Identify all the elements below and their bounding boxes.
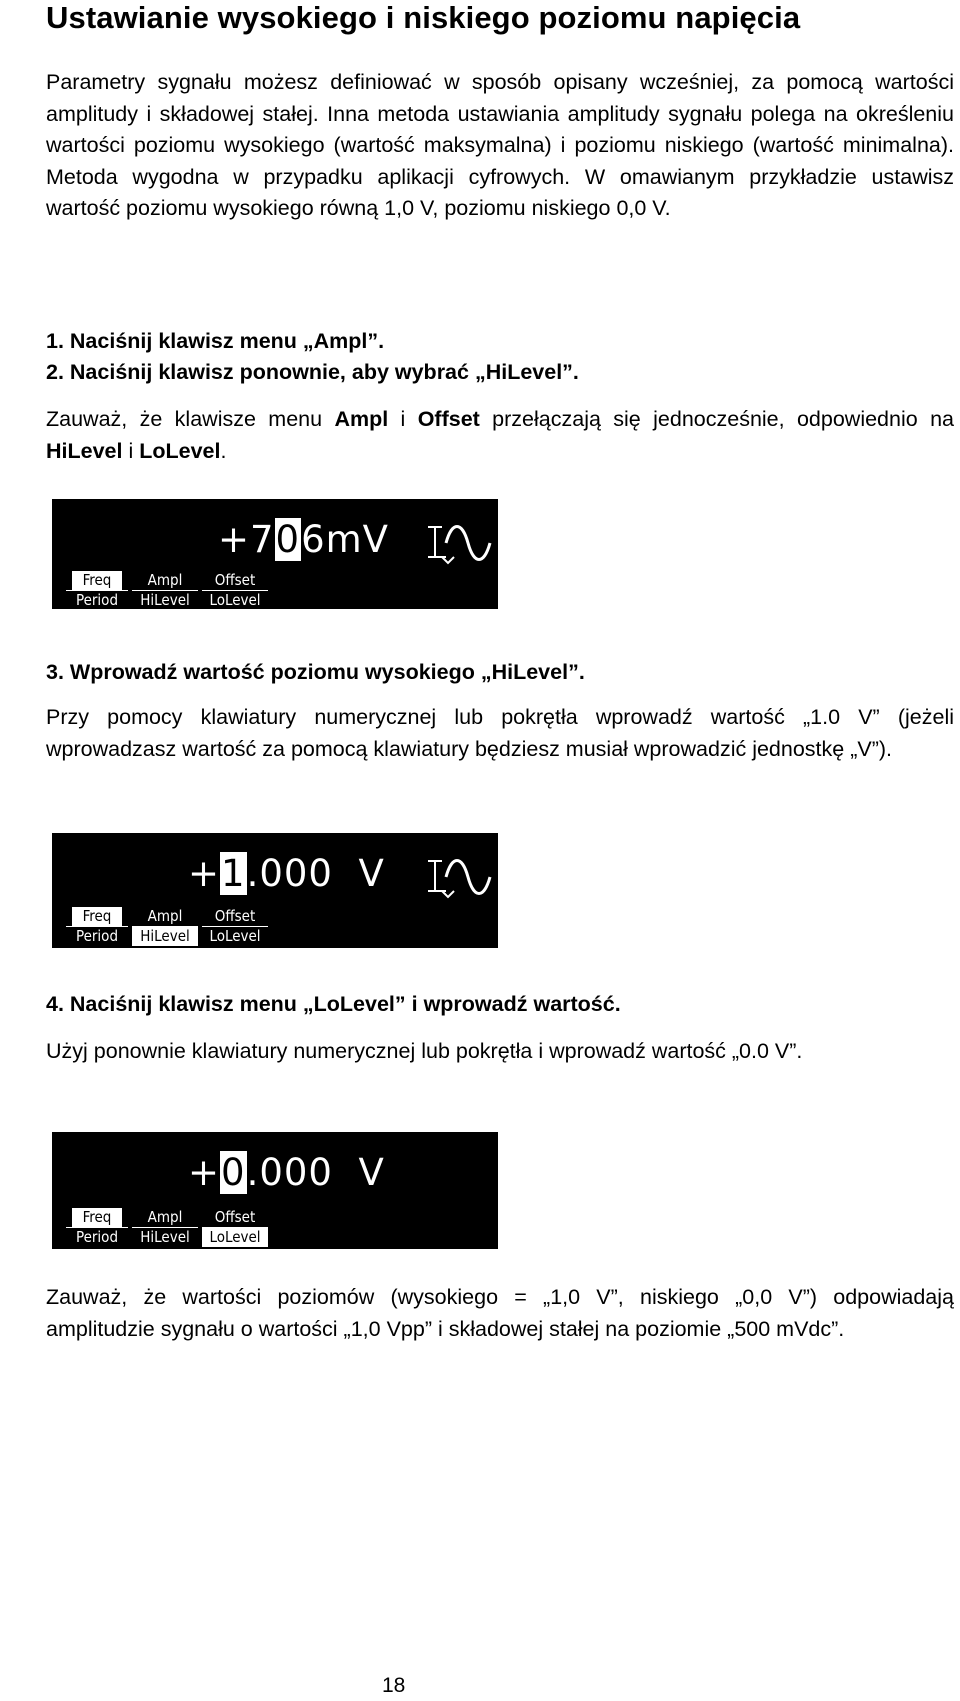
softkey-ampl[interactable]: Ampl HiLevel — [132, 1208, 198, 1247]
note-ampl: Ampl — [334, 407, 389, 431]
step-4: 4. Naciśnij klawisz menu „LoLevel” i wprowadź wartość. — [46, 992, 621, 1016]
lcd-display-2 — [52, 833, 498, 948]
sine-wave-icon — [424, 855, 494, 899]
summary-paragraph: Zauważ, że wartości poziomów (wysokiego = „1,0 V”, niskiego „0,0 V”) odpowiadają amplitudzie sygnału o wartości „1,0 Vpp” i składowej stałej na poziomie „500 mVdc”. — [46, 1285, 954, 1341]
intro-paragraph: Parametry sygnału możesz definiować w sposób opisany wcześniej, za pomocą wartości amplitudy i składowej stałej. Inna metoda ustawiania amplitudy sygnału polega na określeniu wartości poziomu wysokiego (wartość maksymalna) i poziomu niskiego (wartość minimalna). Metoda wygodna w przypadku aplikacji cyfrowych. W omawianym przykładzie ustawisz wartość poziomu wysokiego równą 1,0 V, poziomu niskiego 0,0 V. — [46, 70, 954, 220]
softkey-offset[interactable]: Offset LoLevel — [202, 1208, 268, 1247]
note-menu-keys — [46, 404, 954, 467]
softkey-freq[interactable]: Freq Period — [66, 1208, 128, 1247]
display-value: +1.000 V — [188, 852, 385, 895]
note-text: przełączają się jednocześnie, odpowiednio na — [479, 407, 954, 431]
softkey-offset[interactable]: Offset LoLevel — [202, 907, 268, 946]
step-3: 3. Wprowadź wartość poziomu wysokiego „HiLevel”. — [46, 660, 585, 684]
note-hilevel: HiLevel — [46, 438, 123, 463]
page-title: Ustawianie wysokiego i niskiego poziomu napięcia — [46, 0, 801, 35]
note-text: i — [388, 407, 418, 431]
step-2: 2. Naciśnij klawisz ponownie, aby wybrać „HiLevel”. — [46, 360, 579, 384]
page-number: 18 — [382, 1674, 406, 1697]
note-text: Zauważ, że klawisze menu — [46, 407, 335, 431]
display-value: +0.000 V — [188, 1151, 385, 1194]
step-3-paragraph: Przy pomocy klawiatury numerycznej lub pokrętła wprowadź wartość „1.0 V” (jeżeli wprowadzasz wartość za pomocą klawiatury będziesz musiał wprowadzić jednostkę „V”). — [46, 705, 954, 761]
step-1: 1. Naciśnij klawisz menu „Ampl”. — [46, 329, 385, 353]
step-4-paragraph: Użyj ponownie klawiatury numerycznej lub pokrętła i wprowadź wartość „0.0 V”. — [46, 1039, 803, 1063]
softkey-offset[interactable]: Offset LoLevel — [202, 571, 268, 609]
note-lolevel: LoLevel — [139, 438, 221, 463]
softkey-ampl[interactable]: Ampl HiLevel — [132, 907, 198, 946]
softkey-freq[interactable]: Freq Period — [66, 571, 128, 609]
note-offset: Offset — [417, 407, 480, 431]
softkey-freq[interactable]: Freq Period — [66, 907, 128, 946]
lcd-display-3 — [52, 1132, 498, 1249]
softkey-ampl[interactable]: Ampl HiLevel — [132, 571, 198, 609]
note-text: i — [122, 438, 140, 463]
lcd-display-1 — [52, 499, 498, 609]
note-text: . — [220, 438, 227, 463]
sine-wave-icon — [424, 521, 494, 565]
display-value: +706mV — [218, 518, 389, 561]
